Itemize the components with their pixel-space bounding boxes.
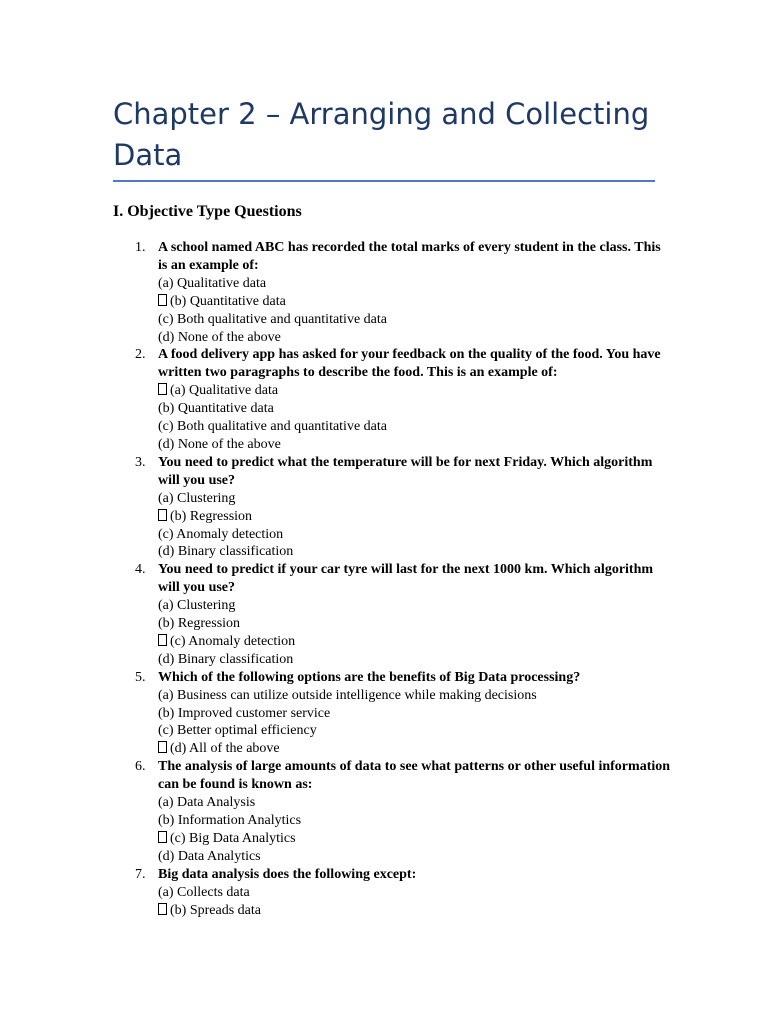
question-list — [113, 239, 673, 919]
answer-marker-icon — [158, 903, 167, 915]
question-item — [113, 866, 673, 920]
question-text: You need to predict if your car tyre will last for the next 1000 km. Which algorithm will you use? — [158, 562, 654, 596]
question-text: You need to predict what the temperature will be for next Friday. Which algorithm will you use? — [158, 454, 653, 488]
answer-option-label: (a) Clustering — [158, 490, 236, 506]
answer-option-label: (b) Quantitative data — [170, 293, 286, 309]
answer-option — [158, 293, 673, 311]
question-number: 3. — [135, 454, 146, 470]
answer-marker-icon — [158, 294, 167, 306]
answer-option-label: (d) All of the above — [170, 741, 280, 757]
answer-marker-icon — [158, 831, 167, 843]
answer-option — [158, 848, 673, 866]
answer-option — [158, 705, 673, 723]
answer-marker-icon — [158, 383, 167, 395]
answer-option-label: (a) Collects data — [158, 884, 250, 900]
question-text: Which of the following options are the benefits of Big Data processing? — [158, 669, 581, 685]
answer-option — [158, 830, 673, 848]
title-underline — [113, 180, 655, 182]
answer-marker-icon — [158, 509, 167, 521]
question-number: 6. — [135, 759, 146, 775]
question-number: 2. — [135, 347, 146, 363]
question-item — [113, 239, 673, 346]
answer-option — [158, 382, 673, 400]
answer-option-label: (d) Data Analytics — [158, 848, 261, 864]
answer-option — [158, 651, 673, 669]
answer-option — [158, 329, 673, 347]
answer-option-label: (a) Data Analysis — [158, 795, 256, 811]
answer-option-label: (c) Both qualitative and quantitative data — [158, 311, 387, 327]
answer-option — [158, 687, 673, 705]
answer-option — [158, 597, 673, 615]
page-title: Chapter 2 – Arranging and Collecting Data — [113, 97, 650, 172]
answer-option — [158, 275, 673, 293]
question-item — [113, 758, 673, 865]
question-number: 1. — [135, 240, 146, 255]
answer-option-label: (b) Spreads data — [170, 902, 261, 918]
answer-option — [158, 615, 673, 633]
question-item — [113, 669, 673, 759]
answer-option — [158, 436, 673, 454]
answer-option-label: (a) Qualitative data — [170, 383, 279, 399]
answer-option — [158, 902, 673, 920]
answer-option — [158, 526, 673, 544]
answer-option-label: (c) Both qualitative and quantitative data — [158, 419, 387, 435]
answer-option-label: (b) Improved customer service — [158, 705, 331, 721]
question-number: 5. — [135, 669, 146, 685]
answer-option-label: (a) Business can utilize outside intelligence while making decisions — [158, 687, 537, 703]
answer-option — [158, 490, 673, 508]
answer-option — [158, 722, 673, 740]
answer-option-label: (c) Anomaly detection — [158, 526, 284, 542]
answer-option-label: (b) Information Analytics — [158, 813, 302, 828]
answer-option-label: (d) Binary classification — [158, 651, 294, 667]
answer-option-label: (b) Quantitative data — [158, 401, 274, 417]
answer-option — [158, 508, 673, 526]
answer-option — [158, 633, 673, 651]
answer-option-label: (c) Better optimal efficiency — [158, 723, 317, 739]
answer-option — [158, 400, 673, 418]
question-text: A food delivery app has asked for your feedback on the quality of the food. You have written two paragraphs to describe the food. This is an example of: — [158, 347, 661, 381]
answer-option — [158, 812, 673, 830]
answer-marker-icon — [158, 634, 167, 646]
answer-option-label: (a) Clustering — [158, 598, 236, 614]
answer-option — [158, 311, 673, 329]
answer-option-label: (a) Qualitative data — [158, 275, 267, 291]
question-item — [113, 454, 673, 561]
question-text: Big data analysis does the following except: — [158, 866, 417, 882]
answer-option-label: (b) Regression — [170, 508, 253, 524]
answer-option — [158, 543, 673, 561]
answer-option-label: (d) None of the above — [158, 329, 281, 345]
answer-option-label: (d) Binary classification — [158, 544, 294, 560]
section-heading: I. Objective Type Questions — [113, 203, 302, 220]
question-number: 7. — [135, 866, 146, 882]
answer-option-label: (b) Regression — [158, 616, 241, 632]
answer-option-label: (c) Anomaly detection — [170, 633, 296, 649]
question-text: The analysis of large amounts of data to see what patterns or other useful information can be found is known as: — [158, 759, 671, 793]
answer-option-label: (c) Big Data Analytics — [170, 830, 296, 846]
answer-option — [158, 794, 673, 812]
question-item — [113, 561, 673, 668]
answer-option — [158, 740, 673, 758]
answer-option — [158, 884, 673, 902]
answer-option — [158, 418, 673, 436]
answer-option-label: (d) None of the above — [158, 436, 281, 452]
question-number: 4. — [135, 562, 146, 578]
answer-marker-icon — [158, 741, 167, 753]
question-item — [113, 346, 673, 453]
question-text: A school named ABC has recorded the total marks of every student in the class. This is an example of: — [158, 240, 661, 273]
